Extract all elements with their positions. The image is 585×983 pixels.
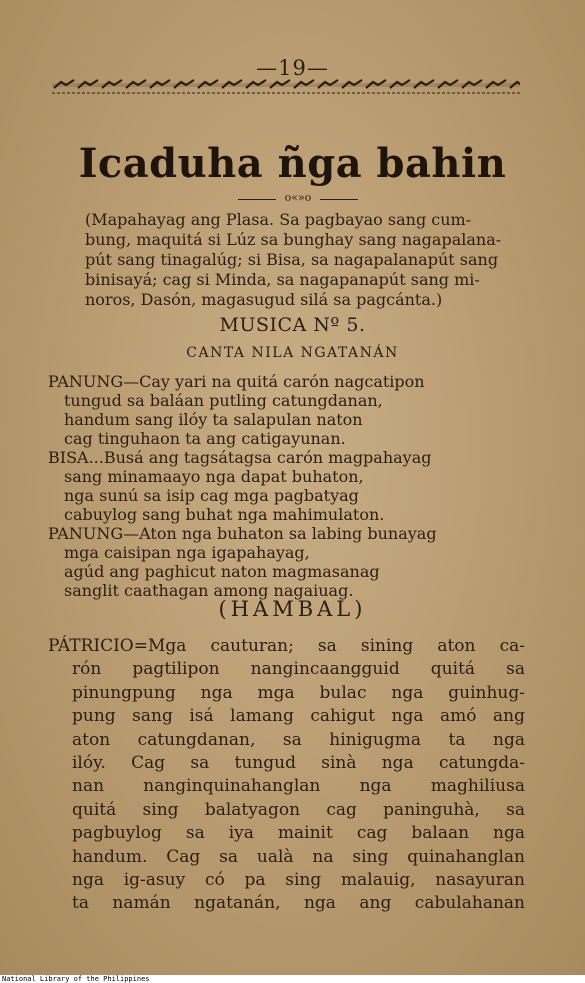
stage-direction-line: pút sang tinagalúg; si Bisa, sa nagapalanapút sang <box>85 250 499 269</box>
verse-line: mga caisipan nga igapahayag, <box>64 543 310 562</box>
title-divider <box>238 190 358 206</box>
dialogue-line: nga ig-asuy có pa sing malauig, nasayuran <box>72 870 525 891</box>
dialogue-line: pung sang isá lamang cahigut nga amó ang <box>72 706 525 727</box>
dialogue-line: pinungpung nga mga bulac nga guinhug- <box>72 682 525 703</box>
verse-line: cag tinguhaon ta ang catigayunan. <box>64 429 346 448</box>
stage-direction-line: binisayá; cag si Minda, sa nagapanapút sang mi- <box>85 270 480 289</box>
verse-line: sanglit caathagan among nagaiuag. <box>64 581 354 600</box>
divider-ornament: o«»o <box>284 191 312 204</box>
dialogue-line: ilóy. Cag sa tungud sinà nga catungda- <box>72 753 525 774</box>
verse-line: tungud sa baláan putling catungdanan, <box>64 391 383 410</box>
dialogue-line: nan nanginquinahanglan nga maghiliusa <box>72 776 525 797</box>
verse-line: PANUNG—Cay yari na quitá carón nagcatipon <box>48 372 425 391</box>
music-heading: MUSICA Nº 5. <box>219 314 366 336</box>
dialogue-line: rón pagtilipon nangincaangguid quitá sa <box>72 659 525 680</box>
dialogue-line: pagbuylog sa iya mainit cag balaan nga <box>72 823 525 844</box>
dialogue-line: handum. Cag sa ualà na sing quinahanglan <box>72 846 525 867</box>
dialogue-line: ta namán ngatanán, nga ang cabulahanan <box>72 893 525 914</box>
verse-line: handum sang ilóy ta salapulan naton <box>64 410 363 429</box>
section-title: Icaduha ñga bahin <box>78 140 507 187</box>
verse-line: cabuylog sang buhat nga mahimulaton. <box>64 505 385 524</box>
page-number: —19— <box>256 56 329 80</box>
song-subheading: CANTA NILA NGATANÁN <box>186 345 399 361</box>
library-footer: National Library of the Philippines <box>2 975 150 983</box>
song-verses <box>48 372 508 600</box>
dialogue-line: aton catungdanan, sa hinigugma ta nga <box>72 729 525 750</box>
verse-line: nga sunú sa isip cag mga pagbatyag <box>64 486 359 505</box>
decorative-border-ornament <box>52 77 520 95</box>
dialogue-line: PÁTRICIO=Mga cauturan; sa sining aton ca- <box>48 636 525 656</box>
stage-direction <box>85 210 525 310</box>
verse-line: BISA...Busá ang tagsátagsa carón magpahayag <box>48 448 432 467</box>
verse-line: agúd ang paghicut naton magmasanag <box>64 562 380 581</box>
dialogue-line: quitá sing balatyagon cag paninguhà, sa <box>72 799 525 820</box>
stage-direction-line: noros, Dasón, magasugud silá sa pagcánta.) <box>85 290 443 309</box>
dialogue-heading: (HAMBAL) <box>218 597 367 621</box>
stage-direction-line: (Mapahayag ang Plasa. Sa pagbayao sang cum- <box>85 210 472 229</box>
dialogue-text <box>48 635 525 916</box>
verse-line: sang minamaayo nga dapat buhaton, <box>64 467 364 486</box>
verse-line: PANUNG—Aton nga buhaton sa labing bunayag <box>48 524 437 543</box>
stage-direction-line: bung, maquitá si Lúz sa bunghay sang nagapalana- <box>85 230 502 249</box>
